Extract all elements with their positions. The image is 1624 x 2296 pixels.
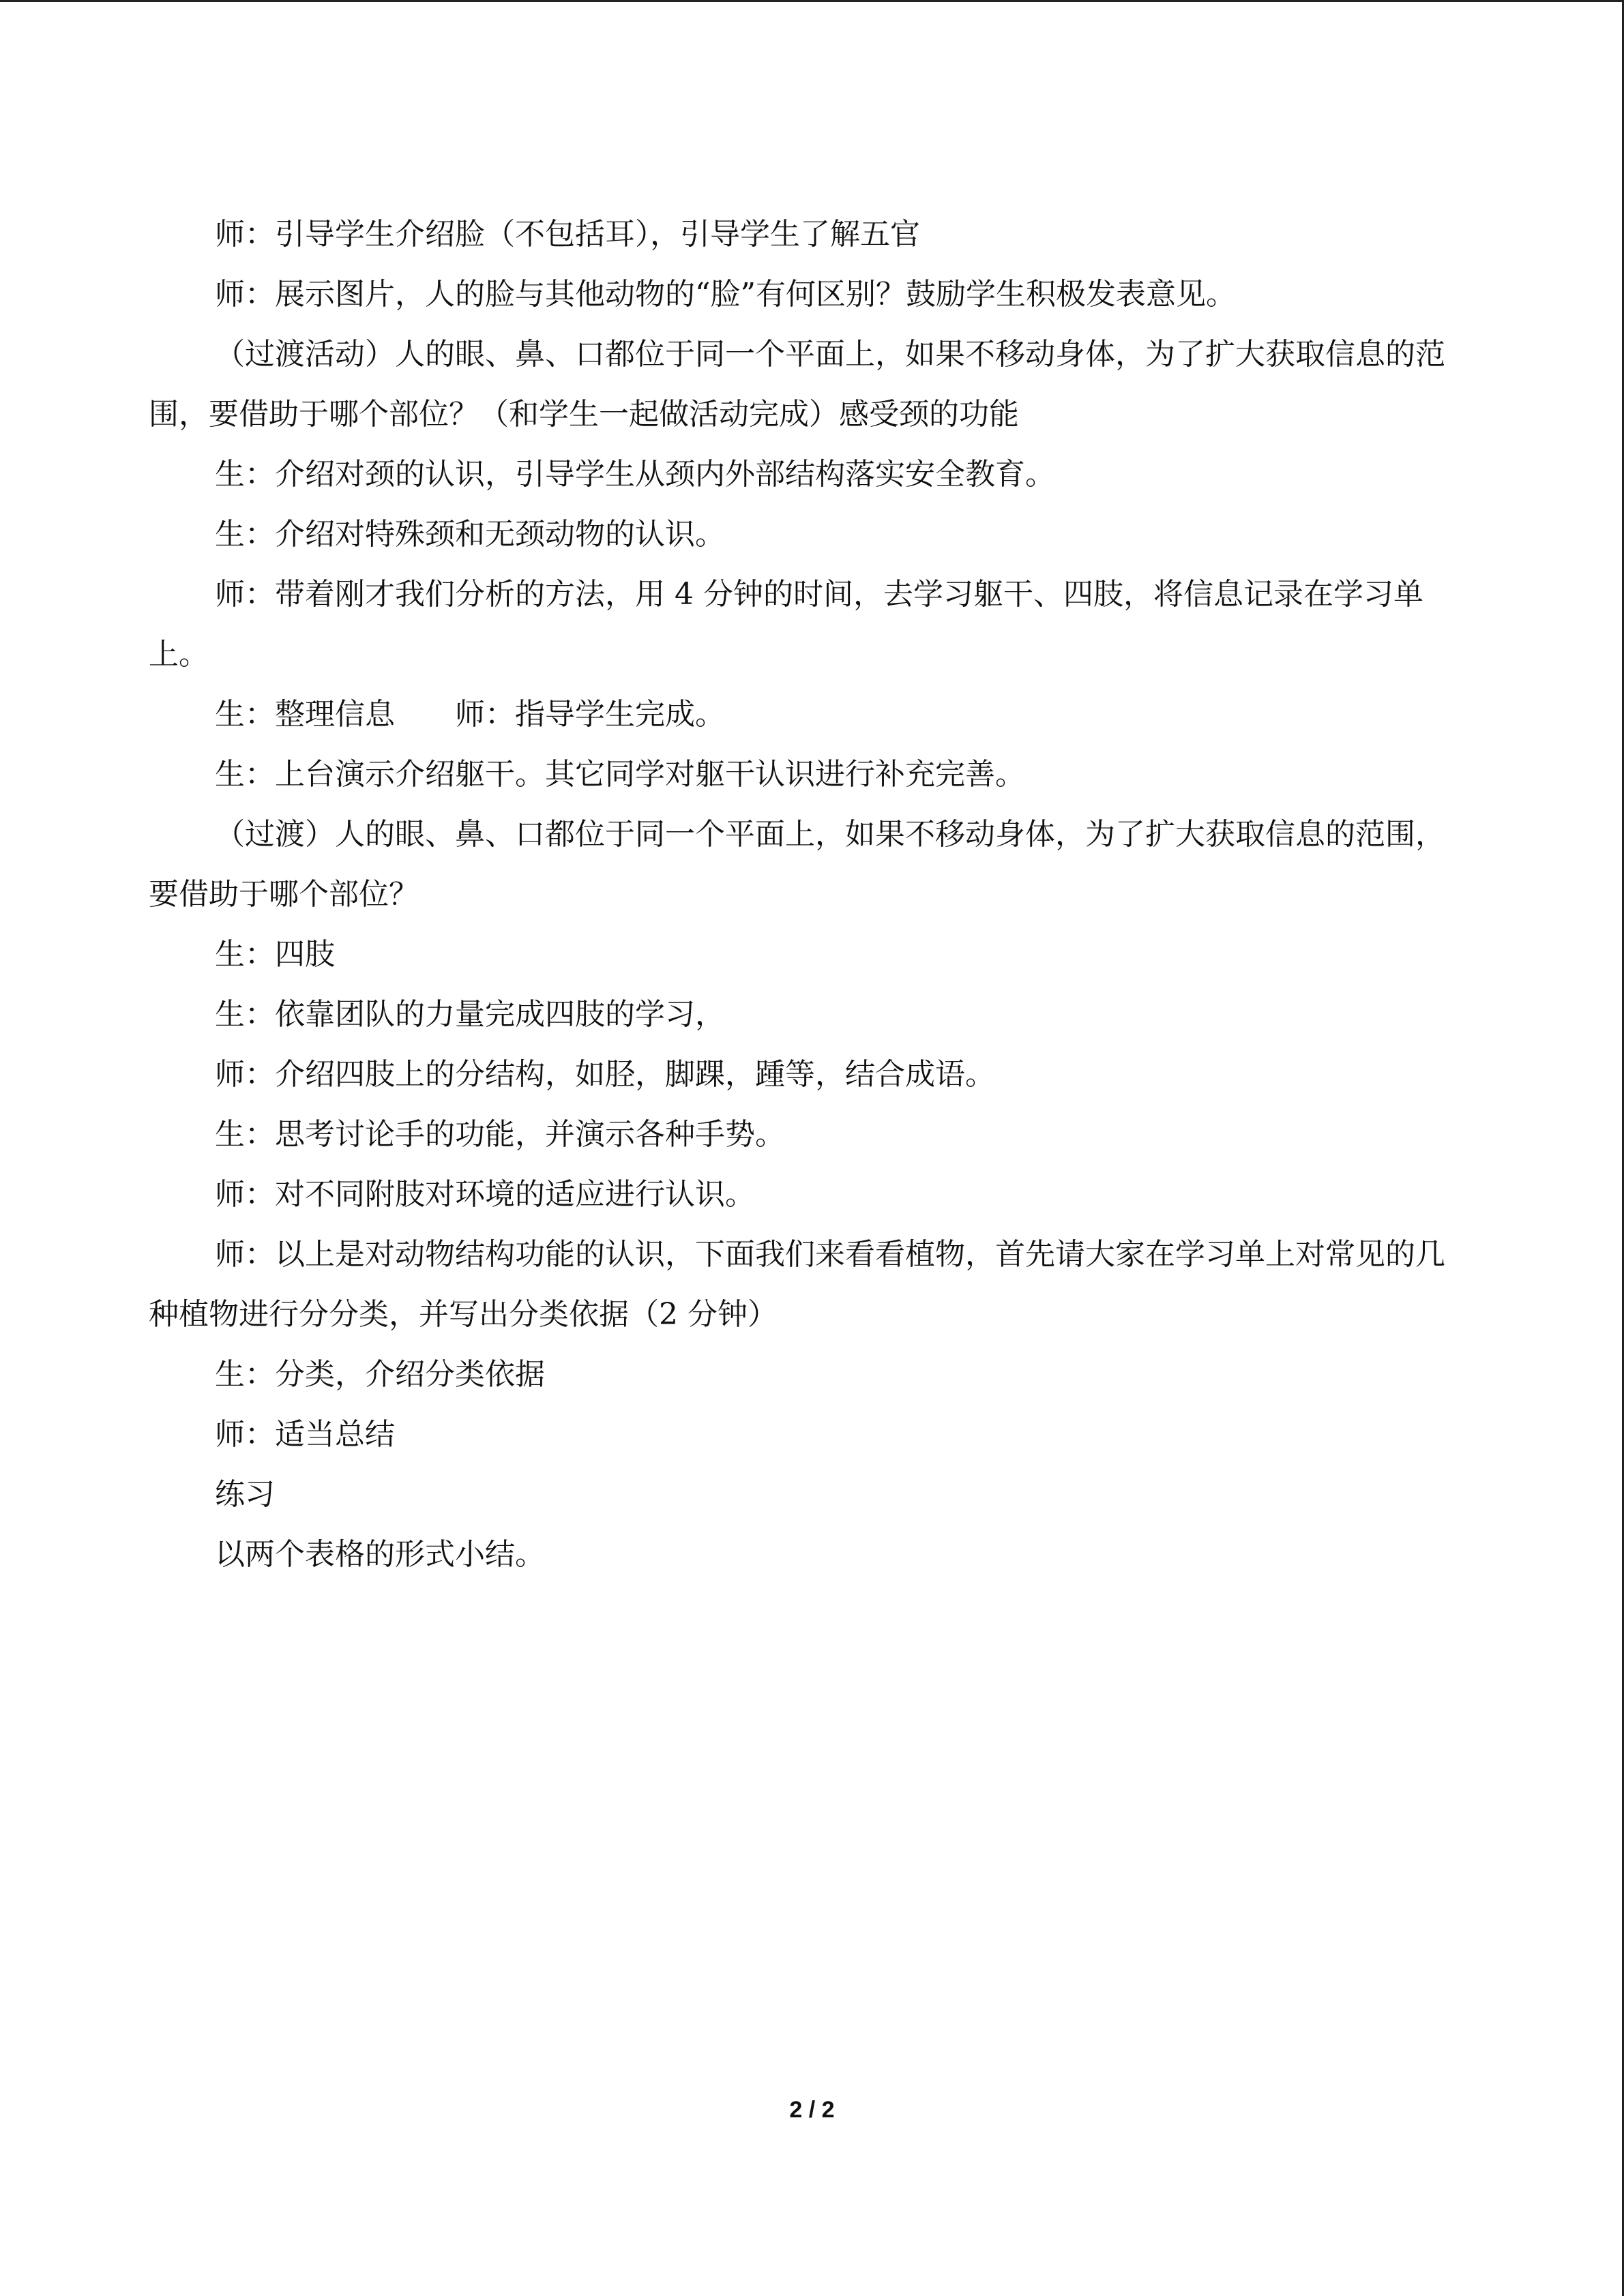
page-number: 2 / 2 [789,2097,835,2123]
paragraph: 师：展示图片，人的脸与其他动物的“脸”有何区别？鼓励学生积极发表意见。 [215,277,1236,312]
paragraph: 生：上台演示介绍躯干。其它同学对躯干认识进行补充完善。 [215,757,1025,792]
paragraph: 生：依靠团队的力量完成四肢的学习， [215,997,725,1032]
paragraph: 以两个表格的形式小结。 [215,1537,545,1572]
paragraph: （过渡活动）人的眼、鼻、口都位于同一个平面上，如果不移动身体，为了扩大获取信息的范围，要借助于哪个部位？（和学生一起做活动完成）感受颈的功能 [149,337,1445,432]
paragraph: 生：介绍对颈的认识，引导学生从颈内外部结构落实安全教育。 [215,457,1055,492]
paragraph: 师：介绍四肢上的分结构，如胫，脚踝，踵等，结合成语。 [215,1057,995,1092]
paragraph: 师：带着刚才我们分析的方法，用 4 分钟的时间，去学习躯干、四肢，将信息记录在学习单上。 [149,577,1423,672]
paragraph: 生：分类，介绍分类依据 [215,1357,545,1392]
paragraph: 练习 [215,1477,275,1512]
paragraph: 生：四肢 [215,937,335,972]
paragraph: （过渡）人的眼、鼻、口都位于同一个平面上，如果不移动身体，为了扩大获取信息的范围，要借助于哪个部位？ [149,817,1445,912]
page-top-border [0,0,1624,2]
document-body [149,205,1458,1585]
paragraph: 生：介绍对特殊颈和无颈动物的认识。 [215,517,725,552]
paragraph: 生：思考讨论手的功能，并演示各种手势。 [215,1117,785,1152]
paragraph: 师：以上是对动物结构功能的认识，下面我们来看看植物，首先请大家在学习单上对常见的几种植物进行分分类，并写出分类依据（2 分钟） [149,1237,1445,1332]
paragraph: 生：整理信息 师：指导学生完成。 [215,697,725,732]
paragraph: 师：引导学生介绍脸（不包括耳），引导学生了解五官 [215,217,920,252]
paragraph: 师：对不同附肢对环境的适应进行认识。 [215,1177,755,1212]
paragraph: 师：适当总结 [215,1417,395,1452]
